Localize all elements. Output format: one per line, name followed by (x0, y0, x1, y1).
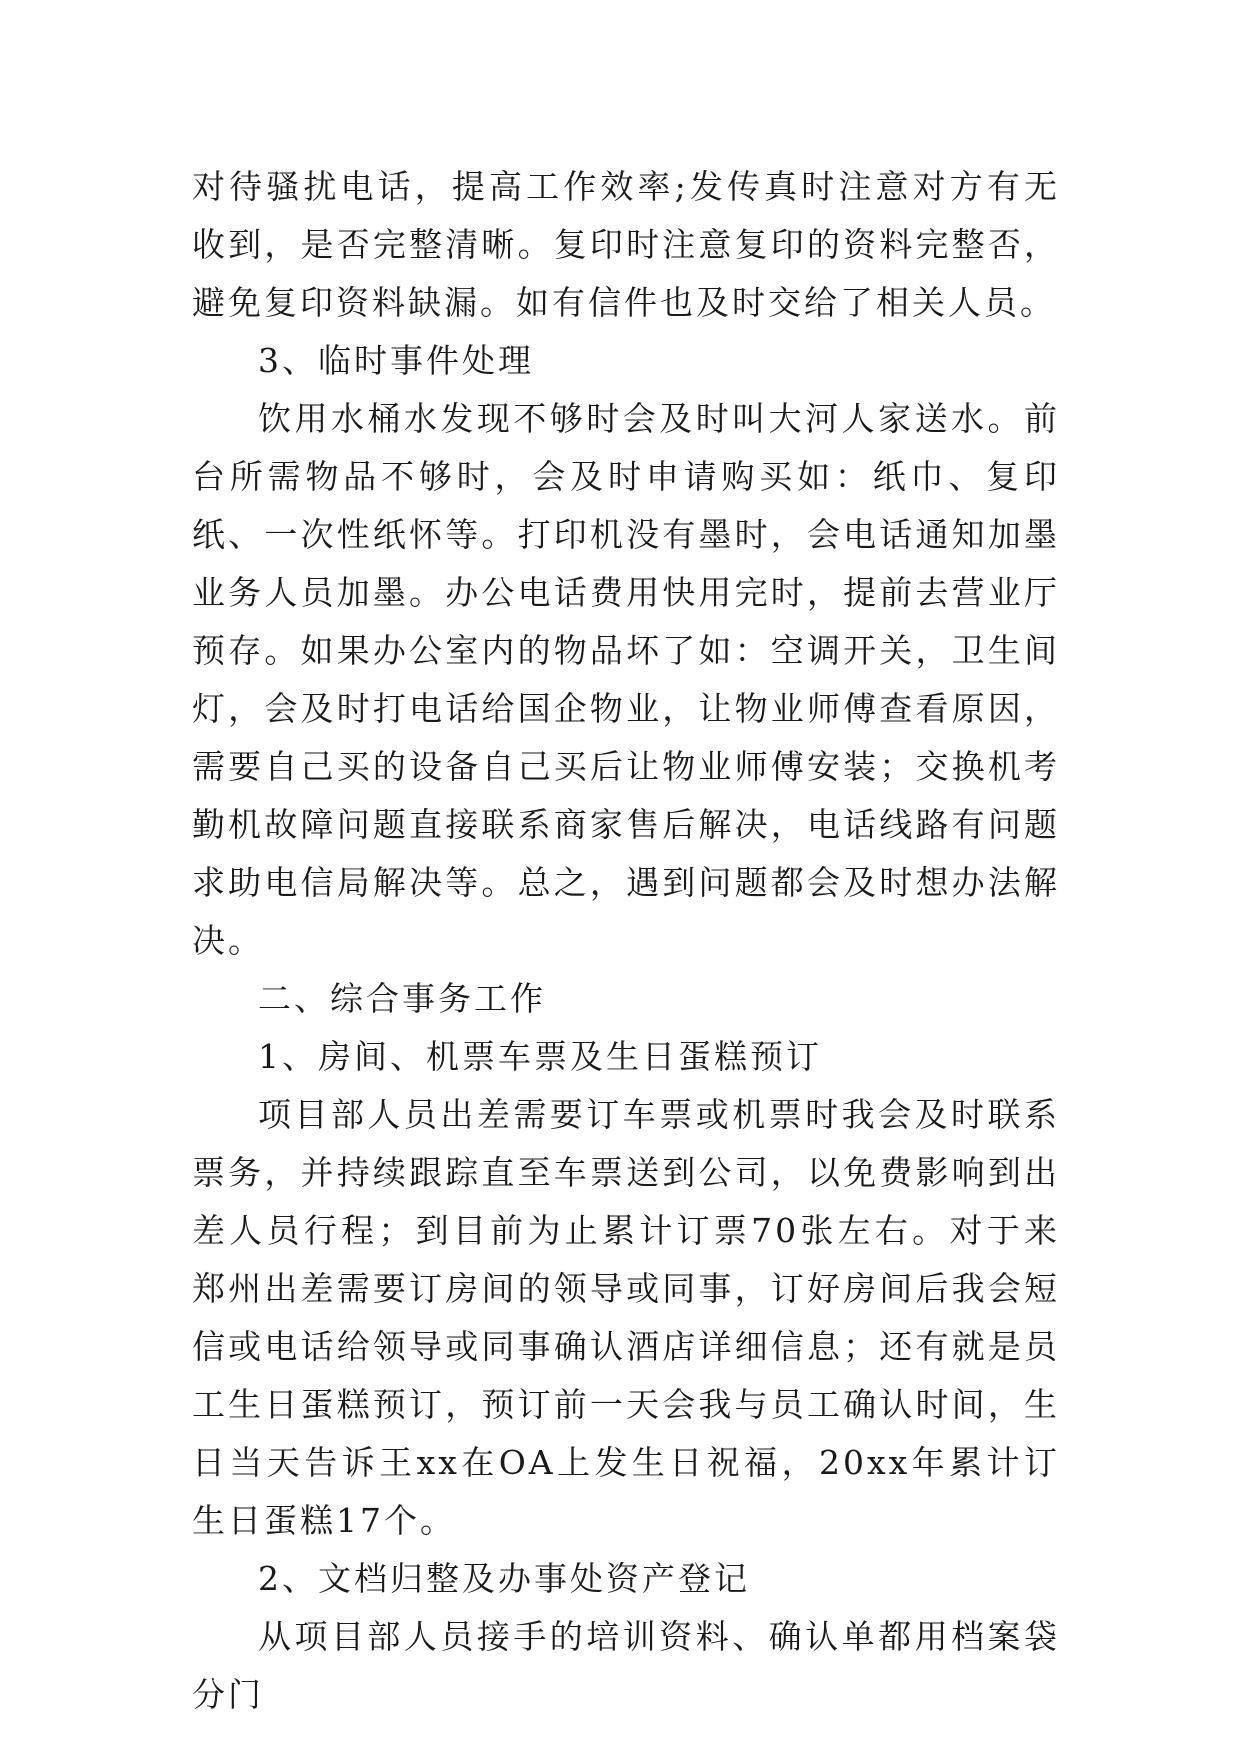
section-heading-two: 二、综合事务工作 (258, 979, 546, 1018)
subsection-heading-1: 1、房间、机票车票及生日蛋糕预订 (258, 1037, 822, 1076)
paragraph-1: 对待骚扰电话，提高工作效率;发传真时注意对方有无收到，是否完整清晰。复印时注意复印的资料完整否，避免复印资料缺漏。如有信件也及时交给了相关人员。 (192, 167, 1060, 322)
document-body (192, 158, 1060, 1724)
section-heading-3: 3、临时事件处理 (258, 341, 534, 380)
subsection-heading-2: 2、文档归整及办事处资产登记 (258, 1559, 750, 1598)
paragraph-bookings: 项目部人员出差需要订车票或机票时我会及时联系票务，并持续跟踪直至车票送到公司，以免费影响到出差人员行程；到目前为止累计订票70张左右。对于来郑州出差需要订房间的领导或同事，订好房间后我会短信或电话给领导或同事确认酒店详细信息；还有就是员工生日蛋糕预订，预订前一天会我与员工确认时间，生日当天告诉王xx在OA上发生日祝福，20xx年累计订生日蛋糕17个。 (192, 1095, 1060, 1540)
paragraph-temporary-events: 饮用水桶水发现不够时会及时叫大河人家送水。前台所需物品不够时，会及时申请购买如：纸巾、复印纸、一次性纸怀等。打印机没有墨时，会电话通知加墨业务人员加墨。办公电话费用快用完时，提前去营业厅预存。如果办公室内的物品坏了如：空调开关，卫生间灯，会及时打电话给国企物业，让物业师傅查看原因，需要自己买的设备自己买后让物业师傅安装；交换机考勤机故障问题直接联系商家售后解决，电话线路有问题求助电信局解决等。总之，遇到问题都会及时想办法解决。 (192, 399, 1060, 960)
paragraph-documents: 从项目部人员接手的培训资料、确认单都用档案袋分门 (192, 1617, 1060, 1714)
